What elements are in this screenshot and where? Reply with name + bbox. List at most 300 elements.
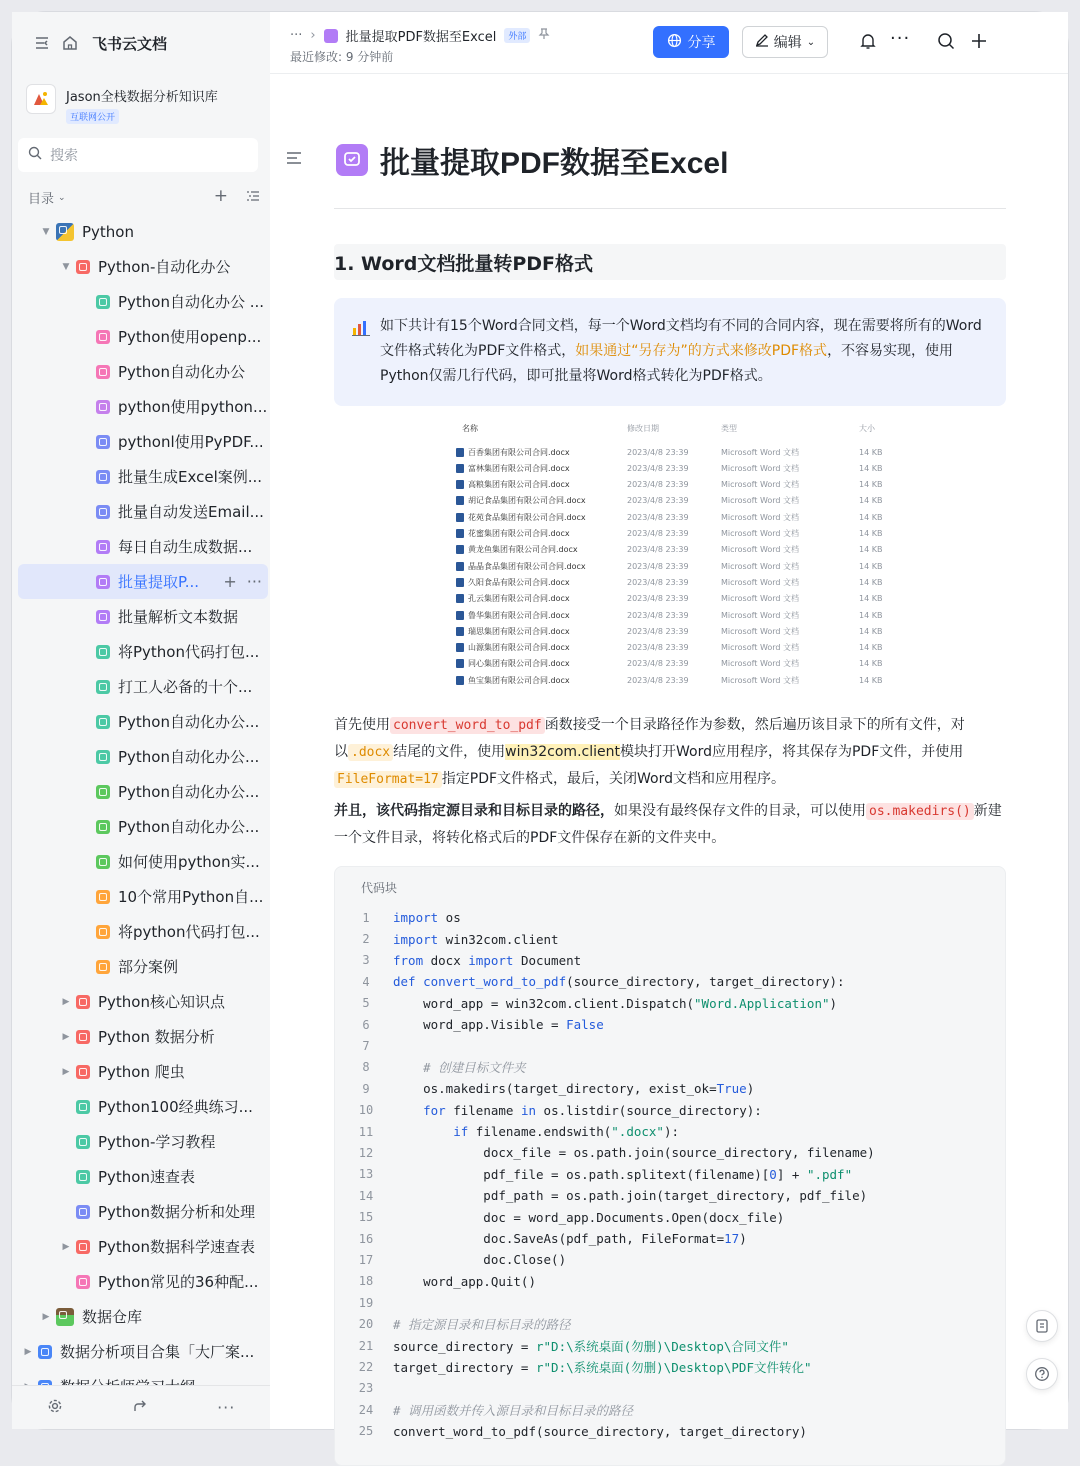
file-list-header: [450, 420, 890, 436]
collapse-arrow-icon[interactable]: ▶: [62, 1031, 70, 1042]
file-row[interactable]: [450, 574, 890, 590]
doc-icon: [96, 680, 110, 694]
tree-item-label: 10个常用Python自...: [118, 888, 264, 906]
sidebar-tree-item[interactable]: [18, 354, 268, 389]
word-doc-icon: [456, 643, 464, 652]
doc-icon: [96, 925, 110, 939]
create-new-icon[interactable]: [970, 32, 988, 54]
doc-icon: [96, 400, 110, 414]
globe-icon: [667, 33, 682, 52]
tree-item-label: Python-自动化办公: [98, 258, 231, 276]
tree-item-label: Python速查表: [98, 1168, 195, 1186]
code-token: convert_word_to_pdf: [423, 974, 567, 990]
file-row[interactable]: [450, 526, 890, 542]
chevron-down-icon[interactable]: ⌄: [58, 192, 66, 203]
word-doc-icon: [456, 627, 464, 636]
code-token: ".pdf": [806, 1166, 853, 1182]
file-column-header: 修改日期: [627, 423, 659, 433]
word-doc-icon: [456, 448, 464, 457]
file-name: 鱼宝集团有限公司合同.docx: [468, 675, 570, 685]
tree-item-label: 批量解析文本数据: [118, 608, 239, 626]
bar-chart-emoji-icon: [352, 320, 370, 345]
sidebar-tree-item[interactable]: [18, 704, 268, 739]
code-text: [383, 974, 845, 989]
doc-icon: [76, 1065, 90, 1079]
doc-icon: [96, 750, 110, 764]
file-type-cell: Microsoft Word 文档: [721, 447, 800, 457]
sidebar-tree-item[interactable]: [18, 424, 268, 459]
code-line: [335, 1078, 1007, 1099]
pin-icon[interactable]: [538, 28, 550, 44]
file-row[interactable]: [450, 591, 890, 607]
doc-body: [270, 74, 1068, 1439]
doc-icon: [96, 960, 110, 974]
sidebar-tree-item[interactable]: [18, 1089, 268, 1124]
line-number: 19: [358, 1295, 374, 1310]
file-column-header: 类型: [721, 423, 737, 433]
doc-icon: [96, 295, 110, 309]
code-line: [335, 1378, 1007, 1399]
file-name: 花蜜集团有限公司合同.docx: [468, 529, 570, 538]
app-window: [12, 12, 1068, 1439]
expand-arrow-icon[interactable]: ▼: [62, 261, 70, 272]
file-name-cell: [456, 479, 570, 490]
code-token: def: [393, 974, 416, 990]
tree-item-label: Python自动化办公...: [118, 818, 260, 836]
line-number: 20: [358, 1317, 374, 1332]
tree-item-label: Python自动化办公...: [118, 783, 260, 801]
file-row[interactable]: [450, 623, 890, 639]
code-text: [383, 1315, 571, 1333]
code-block-label: 代码块: [361, 881, 398, 895]
file-type-cell: Microsoft Word 文档: [721, 643, 800, 653]
file-name-cell: [456, 577, 570, 588]
line-number: 5: [362, 996, 370, 1011]
sidebar-tree-item[interactable]: [18, 564, 268, 599]
code-token: ] +: [776, 1166, 807, 1182]
file-row[interactable]: [450, 460, 890, 476]
line-number: 16: [358, 1231, 374, 1246]
line-number: 15: [358, 1210, 374, 1225]
callout-block[interactable]: [334, 298, 1006, 406]
sidebar-tree-item[interactable]: [18, 879, 268, 914]
doc-icon: [76, 1030, 90, 1044]
collapse-arrow-icon[interactable]: ▶: [62, 1241, 70, 1252]
word-doc-icon: [456, 513, 464, 522]
breadcrumb-doc-name[interactable]: 批量提取PDF数据至Excel: [345, 30, 497, 45]
kb-public-badge: 互联网公开: [66, 109, 119, 124]
file-row[interactable]: [450, 640, 890, 656]
code-token: target_directory =: [393, 1359, 536, 1375]
sidebar: [12, 12, 270, 1429]
file-row[interactable]: [450, 444, 890, 460]
sidebar-tree-item[interactable]: [18, 669, 268, 704]
line-number: 23: [358, 1381, 374, 1396]
code-token: filename.endswith(: [468, 1124, 612, 1140]
doc-icon: [76, 1100, 90, 1114]
add-node-icon[interactable]: +: [213, 185, 228, 206]
callout-text-a: 如下共计有15个Word合同文档，每一个Word文档均有不同的合同内容，现在需要将所有的Word文件格式转化为PDF文件格式，: [380, 318, 982, 359]
share-button[interactable]: [653, 26, 729, 58]
doc-icon: [96, 540, 110, 554]
doc-icon: [96, 435, 110, 449]
code-token: Document: [513, 952, 582, 968]
doc-icon: [96, 470, 110, 484]
tree-item-label: Python自动化办公 ...: [118, 293, 265, 311]
line-number: 3: [362, 953, 370, 968]
code-token: r"D:\系统桌面(勿删)\Desktop\合同文件": [536, 1338, 789, 1354]
file-row[interactable]: [450, 542, 890, 558]
doc-title[interactable]: 批量提取PDF数据至Excel: [380, 147, 729, 180]
line-number: 24: [358, 1402, 374, 1417]
code-line: [335, 1014, 1007, 1035]
code-text: [383, 1252, 566, 1267]
sidebar-search[interactable]: [18, 138, 258, 172]
file-name: 高粮集团有限公司合同.docx: [468, 480, 570, 490]
code-line: [335, 1206, 1007, 1227]
file-date-cell: 2023/4/8 23:39: [627, 512, 689, 522]
code-line: [335, 1313, 1007, 1334]
search-icon[interactable]: [937, 32, 955, 54]
file-size-cell: 14 KB: [859, 561, 883, 571]
code-token: word_app = win32com.client.Dispatch(: [393, 995, 695, 1011]
code-token: doc.Close(): [393, 1252, 567, 1268]
collapse-arrow-icon[interactable]: ▶: [62, 996, 70, 1007]
code-lines: [335, 907, 1007, 1442]
p1-text: 首先使用: [334, 717, 390, 733]
file-size-cell: 14 KB: [859, 496, 883, 506]
tree-item-label: 如何使用python实...: [118, 853, 260, 871]
doc-icon: [96, 645, 110, 659]
code-line: [335, 950, 1007, 971]
sidebar-tree-item[interactable]: [18, 914, 268, 949]
line-number: 14: [358, 1188, 374, 1203]
inline-code: .docx: [348, 744, 393, 761]
file-type-cell: Microsoft Word 文档: [721, 496, 800, 506]
word-doc-icon: [456, 659, 464, 668]
sidebar-tree-item[interactable]: [18, 844, 268, 879]
collapse-arrow-icon[interactable]: ▶: [42, 1311, 50, 1322]
code-text: [383, 932, 559, 947]
sidebar-tree-item[interactable]: [18, 459, 268, 494]
word-doc-icon: [456, 496, 464, 505]
file-type-cell: Microsoft Word 文档: [721, 545, 800, 555]
code-text: [383, 1167, 852, 1182]
code-text: [383, 1210, 784, 1225]
sidebar-tree-item[interactable]: [18, 809, 268, 844]
file-row[interactable]: [450, 493, 890, 509]
code-text: [383, 1103, 762, 1118]
line-number: 12: [358, 1145, 374, 1160]
more-icon[interactable]: ···: [217, 1398, 236, 1417]
code-text: [383, 1017, 604, 1032]
tree-item-label: 批量生成Excel案例...: [118, 468, 263, 486]
tree-item-label: pythonl使用PyPDF...: [118, 433, 264, 451]
file-size-cell: 14 KB: [859, 463, 883, 473]
file-name-cell: [456, 463, 570, 474]
doc-assistant-icon[interactable]: [1026, 1310, 1058, 1342]
file-type-cell: Microsoft Word 文档: [721, 512, 800, 522]
sidebar-tree-item[interactable]: [18, 1334, 268, 1369]
edit-label: 编辑: [773, 35, 802, 51]
file-date-cell: 2023/4/8 23:39: [627, 480, 689, 490]
inline-code: FileFormat=17: [334, 771, 442, 788]
tree-item-label: Python自动化办公...: [118, 713, 260, 731]
section-heading[interactable]: 1. Word文档批量转PDF格式: [334, 244, 1006, 280]
collapse-arrow-icon[interactable]: ▶: [24, 1346, 32, 1357]
sidebar-tree-item[interactable]: [18, 634, 268, 669]
file-name-cell: [456, 544, 578, 555]
knowledge-base-header[interactable]: [26, 84, 218, 124]
code-token: docx: [423, 952, 469, 968]
code-line: [335, 993, 1007, 1014]
file-type-cell: Microsoft Word 文档: [721, 626, 800, 636]
file-type-cell: Microsoft Word 文档: [721, 463, 800, 473]
file-name: 孔云集团有限公司合同.docx: [468, 594, 570, 604]
search-placeholder: 搜索: [50, 148, 78, 164]
line-number: 18: [358, 1274, 374, 1289]
code-text: [383, 996, 837, 1011]
tree-options-icon[interactable]: [246, 189, 260, 207]
file-date-cell: 2023/4/8 23:39: [627, 496, 689, 506]
code-token: import: [468, 952, 514, 968]
file-name: 胡记食品集团有限公司合同.docx: [468, 496, 586, 506]
code-token: os: [438, 910, 461, 926]
sidebar-tree-item[interactable]: [18, 319, 268, 354]
sidebar-tree-item[interactable]: [18, 984, 268, 1019]
tree-item-label: Python自动化办公: [118, 363, 245, 381]
file-date-cell: 2023/4/8 23:39: [627, 529, 689, 538]
sidebar-tree-item[interactable]: [18, 1054, 268, 1089]
file-row[interactable]: [450, 656, 890, 672]
code-line: [335, 1228, 1007, 1249]
tree-item-label: 每日自动生成数据...: [118, 538, 253, 556]
file-name-cell: [456, 642, 570, 653]
p2-text: 如果没有最终保存文件的目录，可以使用: [614, 803, 866, 819]
paragraph-1[interactable]: [334, 712, 1006, 793]
code-text: [383, 1274, 536, 1289]
line-number: 10: [358, 1103, 374, 1118]
doc-icon: [96, 785, 110, 799]
file-size-cell: 14 KB: [859, 577, 883, 587]
code-token: import: [393, 910, 439, 926]
code-token: [393, 1103, 423, 1118]
file-type-cell: Microsoft Word 文档: [721, 659, 800, 669]
sidebar-bottom-bar: [12, 1385, 270, 1429]
tree-item-actions: [223, 572, 268, 591]
external-badge: 外部: [504, 28, 530, 43]
code-token: False: [566, 1017, 604, 1033]
code-token: ): [746, 1081, 755, 1097]
sidebar-tree-item[interactable]: [18, 949, 268, 984]
sidebar-tree-item[interactable]: [18, 529, 268, 564]
home-icon[interactable]: [62, 35, 78, 51]
file-size-cell: 14 KB: [859, 545, 883, 555]
code-token: doc = word_app.Documents.Open(docx_file): [393, 1209, 785, 1225]
code-token: ): [829, 995, 838, 1011]
word-doc-icon: [456, 578, 464, 587]
sidebar-tree-item[interactable]: [18, 1159, 268, 1194]
code-token: ".docx": [611, 1124, 664, 1140]
paragraph-2[interactable]: [334, 798, 1006, 851]
file-row[interactable]: [450, 672, 890, 688]
line-number: 21: [358, 1338, 374, 1353]
file-row[interactable]: [450, 509, 890, 525]
code-block[interactable]: [334, 866, 1006, 1466]
sidebar-tree-item[interactable]: [18, 284, 268, 319]
tree-item-label: 数据分析项目合集「大厂案...: [60, 1343, 255, 1361]
doc-icon: [96, 505, 110, 519]
tree-item-label: 将python代码打包...: [118, 923, 260, 941]
file-name: 久阳食品有限公司合同.docx: [468, 577, 570, 587]
line-number: 9: [362, 1081, 370, 1096]
code-line: [335, 1292, 1007, 1313]
sidebar-tree-item[interactable]: [18, 1264, 268, 1299]
code-text: [383, 1188, 867, 1203]
breadcrumb-more[interactable]: ···: [290, 28, 303, 43]
word-doc-icon: [456, 480, 464, 489]
doc-title-icon[interactable]: [336, 144, 368, 176]
code-line: [335, 907, 1007, 928]
code-token: word_app.Visible =: [393, 1017, 567, 1033]
doc-icon: [76, 1170, 90, 1184]
file-row[interactable]: [450, 558, 890, 574]
code-token: (source_directory, target_directory):: [566, 974, 845, 990]
share-label: 分享: [687, 35, 716, 51]
sidebar-top-bar: [12, 12, 270, 74]
app-title[interactable]: 飞书云文档: [92, 34, 168, 53]
tree-item-label: 批量提取P...: [118, 573, 200, 591]
collapse-arrow-icon[interactable]: ▶: [62, 1066, 70, 1077]
file-name-cell: [456, 495, 586, 506]
doc-title-row: [336, 138, 728, 182]
doc-icon: [76, 1135, 90, 1149]
inline-code: convert_word_to_pdf: [390, 717, 545, 734]
file-type-cell: Microsoft Word 文档: [721, 480, 800, 490]
tree-item-label: Python-学习教程: [98, 1133, 216, 1151]
code-line: [335, 1399, 1007, 1420]
tree-item-label: Python: [82, 222, 134, 241]
code-token: import: [393, 931, 439, 947]
file-type-cell: Microsoft Word 文档: [721, 561, 800, 571]
sidebar-tree-item[interactable]: [18, 739, 268, 774]
doc-type-icon: [324, 29, 338, 43]
outline-toggle-icon[interactable]: [286, 150, 302, 169]
tree-item-label: Python常见的36种配...: [98, 1273, 259, 1291]
sidebar-tree-item[interactable]: [18, 494, 268, 529]
file-name-cell: [456, 561, 586, 572]
file-size-cell: 14 KB: [859, 659, 883, 669]
sidebar-tree-item[interactable]: [18, 1299, 268, 1334]
sidebar-tree-item[interactable]: [18, 1124, 268, 1159]
settings-gear-icon[interactable]: [47, 1398, 63, 1418]
item-more-icon[interactable]: ···: [246, 572, 262, 591]
code-token: ): [739, 1231, 747, 1247]
sidebar-tree-item[interactable]: [18, 249, 268, 284]
toc-header: [28, 185, 260, 207]
sidebar-tree-item[interactable]: [18, 389, 268, 424]
word-doc-icon: [456, 611, 464, 620]
file-row[interactable]: [450, 607, 890, 623]
doc-icon: [96, 330, 110, 344]
code-text: [383, 910, 461, 925]
expand-arrow-icon[interactable]: ▼: [42, 226, 50, 237]
file-row[interactable]: [450, 477, 890, 493]
code-line: [335, 971, 1007, 992]
sidebar-tree-item[interactable]: [18, 1019, 268, 1054]
file-date-cell: 2023/4/8 23:39: [627, 610, 689, 620]
edit-mode-button[interactable]: [742, 26, 828, 58]
bell-icon[interactable]: [859, 32, 877, 54]
file-date-cell: 2023/4/8 23:39: [627, 594, 689, 604]
line-number: 8: [362, 1060, 370, 1075]
code-token: in: [520, 1102, 537, 1118]
tree-item-label: 将Python代码打包...: [118, 643, 260, 661]
more-options-icon[interactable]: ···: [890, 28, 911, 49]
file-size-cell: 14 KB: [859, 610, 883, 620]
file-name: 晶晶食品集团有限公司合同.docx: [468, 561, 586, 571]
add-child-icon[interactable]: +: [223, 572, 237, 591]
file-size-cell: 14 KB: [859, 643, 883, 653]
kb-name: Jason全栈数据分析知识库: [66, 90, 218, 105]
help-icon[interactable]: [1026, 1358, 1058, 1390]
code-token: [393, 1124, 453, 1139]
file-list-screenshot[interactable]: [450, 420, 890, 700]
code-token: r"D:\系统桌面(勿删)\Desktop\PDF文件转化": [536, 1359, 812, 1375]
doc-icon: [76, 1240, 90, 1254]
file-type-cell: Microsoft Word 文档: [721, 577, 800, 587]
sidebar-tree-item[interactable]: [18, 1229, 268, 1264]
code-token: doc.SaveAs(pdf_path, FileFormat=: [393, 1231, 725, 1247]
code-line: [335, 1335, 1007, 1356]
tree-item-label: Python 数据分析: [98, 1028, 215, 1046]
python-emoji-icon: [56, 223, 74, 241]
collapse-sidebar-icon[interactable]: [34, 35, 50, 51]
line-number: 4: [362, 974, 370, 989]
code-token: pdf_path = os.path.join(target_directory, pdf_file): [393, 1188, 868, 1204]
file-date-cell: 2023/4/8 23:39: [627, 626, 689, 636]
code-text: [383, 1058, 526, 1076]
code-token: source_directory =: [393, 1338, 536, 1354]
code-line: [335, 1271, 1007, 1292]
sidebar-tree-item[interactable]: [18, 599, 268, 634]
share-arrow-icon[interactable]: [132, 1398, 148, 1418]
code-text: [383, 1424, 807, 1439]
tree-item-label: Python使用openp...: [118, 328, 262, 346]
line-number: 11: [358, 1124, 374, 1139]
sidebar-tree-item[interactable]: [18, 214, 268, 249]
code-token: filename: [445, 1102, 521, 1118]
line-number: 7: [362, 1039, 370, 1054]
file-name-cell: [456, 675, 570, 686]
tree-item-label: Python100经典练习...: [98, 1098, 253, 1116]
p1-text: 指定PDF文件格式，最后，关闭Word文档和应用程序。: [441, 771, 786, 787]
line-number: 6: [362, 1017, 370, 1032]
code-token: 17: [724, 1231, 740, 1247]
code-token: win32com.client: [438, 931, 559, 947]
tree-item-label: Python数据分析和处理: [98, 1203, 255, 1221]
file-name: 山源集团有限公司合同.docx: [468, 643, 570, 653]
toc-label[interactable]: 目录: [28, 192, 55, 207]
code-line: [335, 1356, 1007, 1377]
sidebar-tree-item[interactable]: [18, 1194, 268, 1229]
warehouse-emoji-icon: [56, 1308, 74, 1326]
doc-icon: [76, 260, 90, 274]
sidebar-tree-item[interactable]: [18, 774, 268, 809]
file-size-cell: 14 KB: [859, 447, 883, 457]
code-token: # 创建目标文件夹: [393, 1060, 526, 1076]
code-token: word_app.Quit(): [393, 1273, 536, 1289]
